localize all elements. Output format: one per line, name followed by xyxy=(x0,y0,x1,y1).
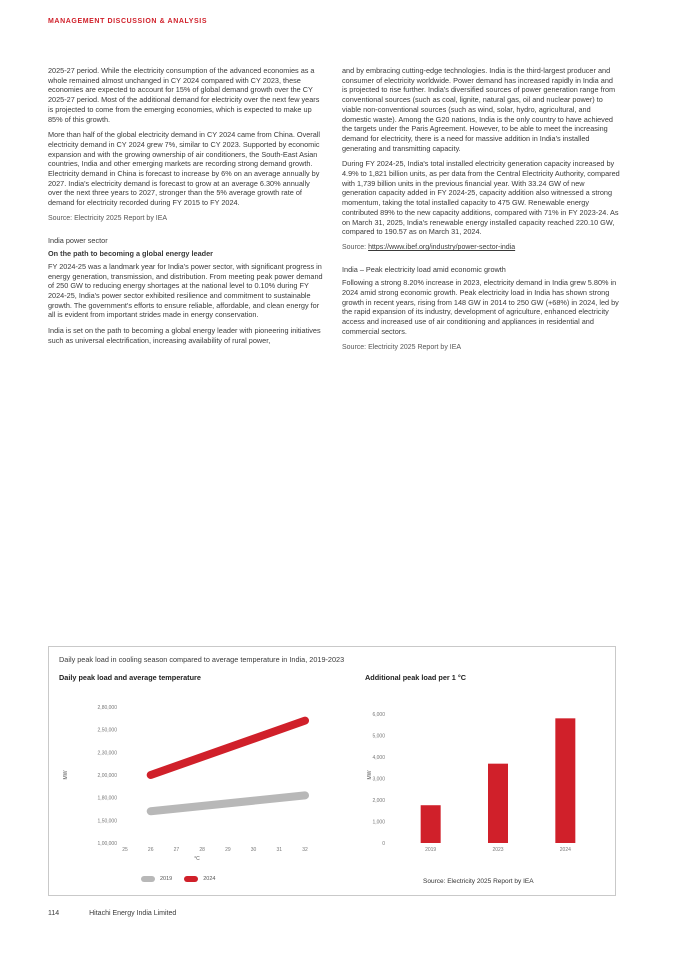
left-column xyxy=(48,66,326,352)
y-tick-label: 2,30,000 xyxy=(97,750,117,757)
y-tick-label: 2,00,000 xyxy=(97,773,117,779)
x-tick-label: 2023 xyxy=(492,847,504,853)
x-tick-label: 28 xyxy=(199,847,205,853)
x-tick-label: 31 xyxy=(276,847,283,853)
source-prefix: Source: xyxy=(342,243,369,251)
x-tick-label: 26 xyxy=(147,847,154,853)
series-line-2024 xyxy=(151,721,305,775)
sector-label-2: India – Peak electricity load amid economic growth xyxy=(342,264,506,274)
y-axis-label: MW xyxy=(63,770,69,780)
source-note-1: Source: Electricity 2025 Report by IEA xyxy=(48,214,168,222)
legend-label-2024: 2024 xyxy=(203,876,216,882)
line-chart-legend xyxy=(141,876,228,882)
source-note-2 xyxy=(342,243,620,253)
left-paragraph-2: More than half of the global electricity demand in CY 2024 came from China. Overall electricity demand in CY 2024 grew 7%, similar to CY 2023. Supported by economic expansion and with the growing ownership of air conditioners, the South-East Asian countries, India and other emerging markets are recording strong demand growth. Electricity demand in China is forecast to increase by 6% on an average annually by 2027. India's electricity demand is forecast to grow at an average 6.30% annually over the next three years to 2027, stronger than the 5% average growth rate of demand for electricity recorded during FY 2015 to FY 2024. xyxy=(48,130,321,208)
x-axis-label: °C xyxy=(194,856,200,862)
x-tick-label: 2024 xyxy=(559,847,571,853)
page-number: 114 xyxy=(48,910,60,917)
y-tick-label: 0 xyxy=(382,841,385,847)
bar-2024 xyxy=(555,718,575,843)
x-tick-label: 25 xyxy=(122,847,128,853)
bar-chart-title: Additional peak load per 1 °C xyxy=(365,673,467,682)
y-tick-label: 1,50,000 xyxy=(97,818,117,825)
legend-swatch-2019 xyxy=(141,876,155,882)
y-tick-label: 2,000 xyxy=(372,797,385,804)
series-line-2019 xyxy=(151,795,305,811)
section-header: MANAGEMENT DISCUSSION & ANALYSIS xyxy=(48,18,208,25)
chart-box-title: Daily peak load in cooling season compared to average temperature in India, 2019-2023 xyxy=(59,655,345,664)
chart-source: Source: Electricity 2025 Report by IEA xyxy=(423,878,534,885)
legend-item-2024 xyxy=(184,876,215,882)
y-tick-label: 2,50,000 xyxy=(97,727,117,734)
right-column xyxy=(342,66,620,364)
right-paragraph-3: Following a strong 8.20% increase in 2023, electricity demand in India grew 5.80% in 2024 amid strong economic growth. Peak electricity load in India has shown strong growth in recent years, rising from 148 GW in 2014 to 250 GW (+68%) in 2024, led by the rapid expansion of its industry, development of agriculture, enhanced electricity access and increased use of air conditioning and appliances in residential and commercial sectors. xyxy=(342,278,619,336)
y-tick-label: 1,000 xyxy=(372,819,385,826)
bar-2019 xyxy=(421,805,441,843)
right-paragraph-2: During FY 2024-25, India's total installed electricity generation capacity increased by 4.9% to 1,821 billion units, as per data from the Central Electricity Authority, compared with 1,739 billion units in the previous financial year. With 33.24 GW of new generation capacity added in FY 2024-25, capacity addition also witnessed a strong momentum, taking the total installed capacity to 475 GW. Renewable energy contributed 89% to the new capacity additions, compared with 71% in FY 2023-24. As on March 31, 2025, India's renewable energy installed capacity reached 220.10 GW, compared to 190.57 as on March 31, 2024. xyxy=(342,159,620,237)
y-tick-label: 6,000 xyxy=(372,711,385,718)
page-footer xyxy=(48,910,176,917)
line-chart-title: Daily peak load and average temperature xyxy=(59,673,201,682)
sector-label: India power sector xyxy=(48,235,108,245)
x-tick-label: 29 xyxy=(225,847,231,853)
bar-2023 xyxy=(488,764,508,843)
line-chart xyxy=(49,687,319,887)
y-tick-label: 3,000 xyxy=(372,776,385,783)
bar-chart xyxy=(349,687,609,857)
left-paragraph-4: India is set on the path to becoming a global energy leader with pioneering initiatives such as universal electrification, increasing availability of rural power, xyxy=(48,326,321,345)
x-tick-label: 32 xyxy=(302,847,308,853)
left-paragraph-3: FY 2024-25 was a landmark year for India's power sector, with significant progress in energy generation, transmission, and distribution. From meeting peak power demand of 250 GW to reducing energy shortages at the national level to 0.10% during FY 2024-25, India's power sector exhibited resilience and commitment to sustainable growth. The government's efforts to ensure reliable, affordable, and clean energy for all is evident from important strides made in energy conservation. xyxy=(48,261,323,320)
right-paragraph-1: and by embracing cutting-edge technologies. India is the third-largest producer and consumer of electricity worldwide. Power demand has increased rapidly in India and is projected to rise further. India's diversified sources of power generation range from conventional sources (such as coal, lignite, natural gas, oil and nuclear power) to viable non-conventional sources (such as wind, solar, hydro, agricultural, and domestic waste). Among the G20 nations, India is the only country to have achieved the targets under the Paris Agreement. However, to be able to meet the increasing demand for electricity, there is a need for massive addition in India's installed generating and transmitting capacity. xyxy=(342,66,616,153)
y-tick-label: 5,000 xyxy=(372,733,385,740)
x-tick-label: 2019 xyxy=(425,847,437,853)
y-tick-label: 1,80,000 xyxy=(97,795,117,802)
y-tick-label: 1,00,000 xyxy=(97,841,117,847)
chart-box xyxy=(48,646,616,896)
y-tick-label: 4,000 xyxy=(372,754,385,761)
sub-heading: On the path to becoming a global energy leader xyxy=(48,249,214,259)
left-paragraph-1: 2025-27 period. While the electricity consumption of the advanced economies as a whole remained almost unchanged in CY 2024 compared with CY 2023, these economies are expected to account for 15% of global demand growth over the CY 2025-27 period. Most of the additional demand for electricity over the next few years is projected to come from the emerging economies, which is expected to make up 85% of this growth. xyxy=(48,66,320,124)
y-tick-label: 2,80,000 xyxy=(97,705,117,711)
legend-label-2019: 2019 xyxy=(160,876,173,882)
source-link[interactable]: https://www.ibef.org/industry/power-sector-india xyxy=(368,243,516,251)
legend-item-2019 xyxy=(141,876,172,882)
x-tick-label: 27 xyxy=(173,847,180,853)
company-name: Hitachi Energy India Limited xyxy=(89,910,177,917)
y-axis-label: MW xyxy=(367,770,373,780)
source-note-3: Source: Electricity 2025 Report by IEA xyxy=(342,343,462,351)
legend-swatch-2024 xyxy=(184,876,198,882)
x-tick-label: 30 xyxy=(250,847,257,853)
